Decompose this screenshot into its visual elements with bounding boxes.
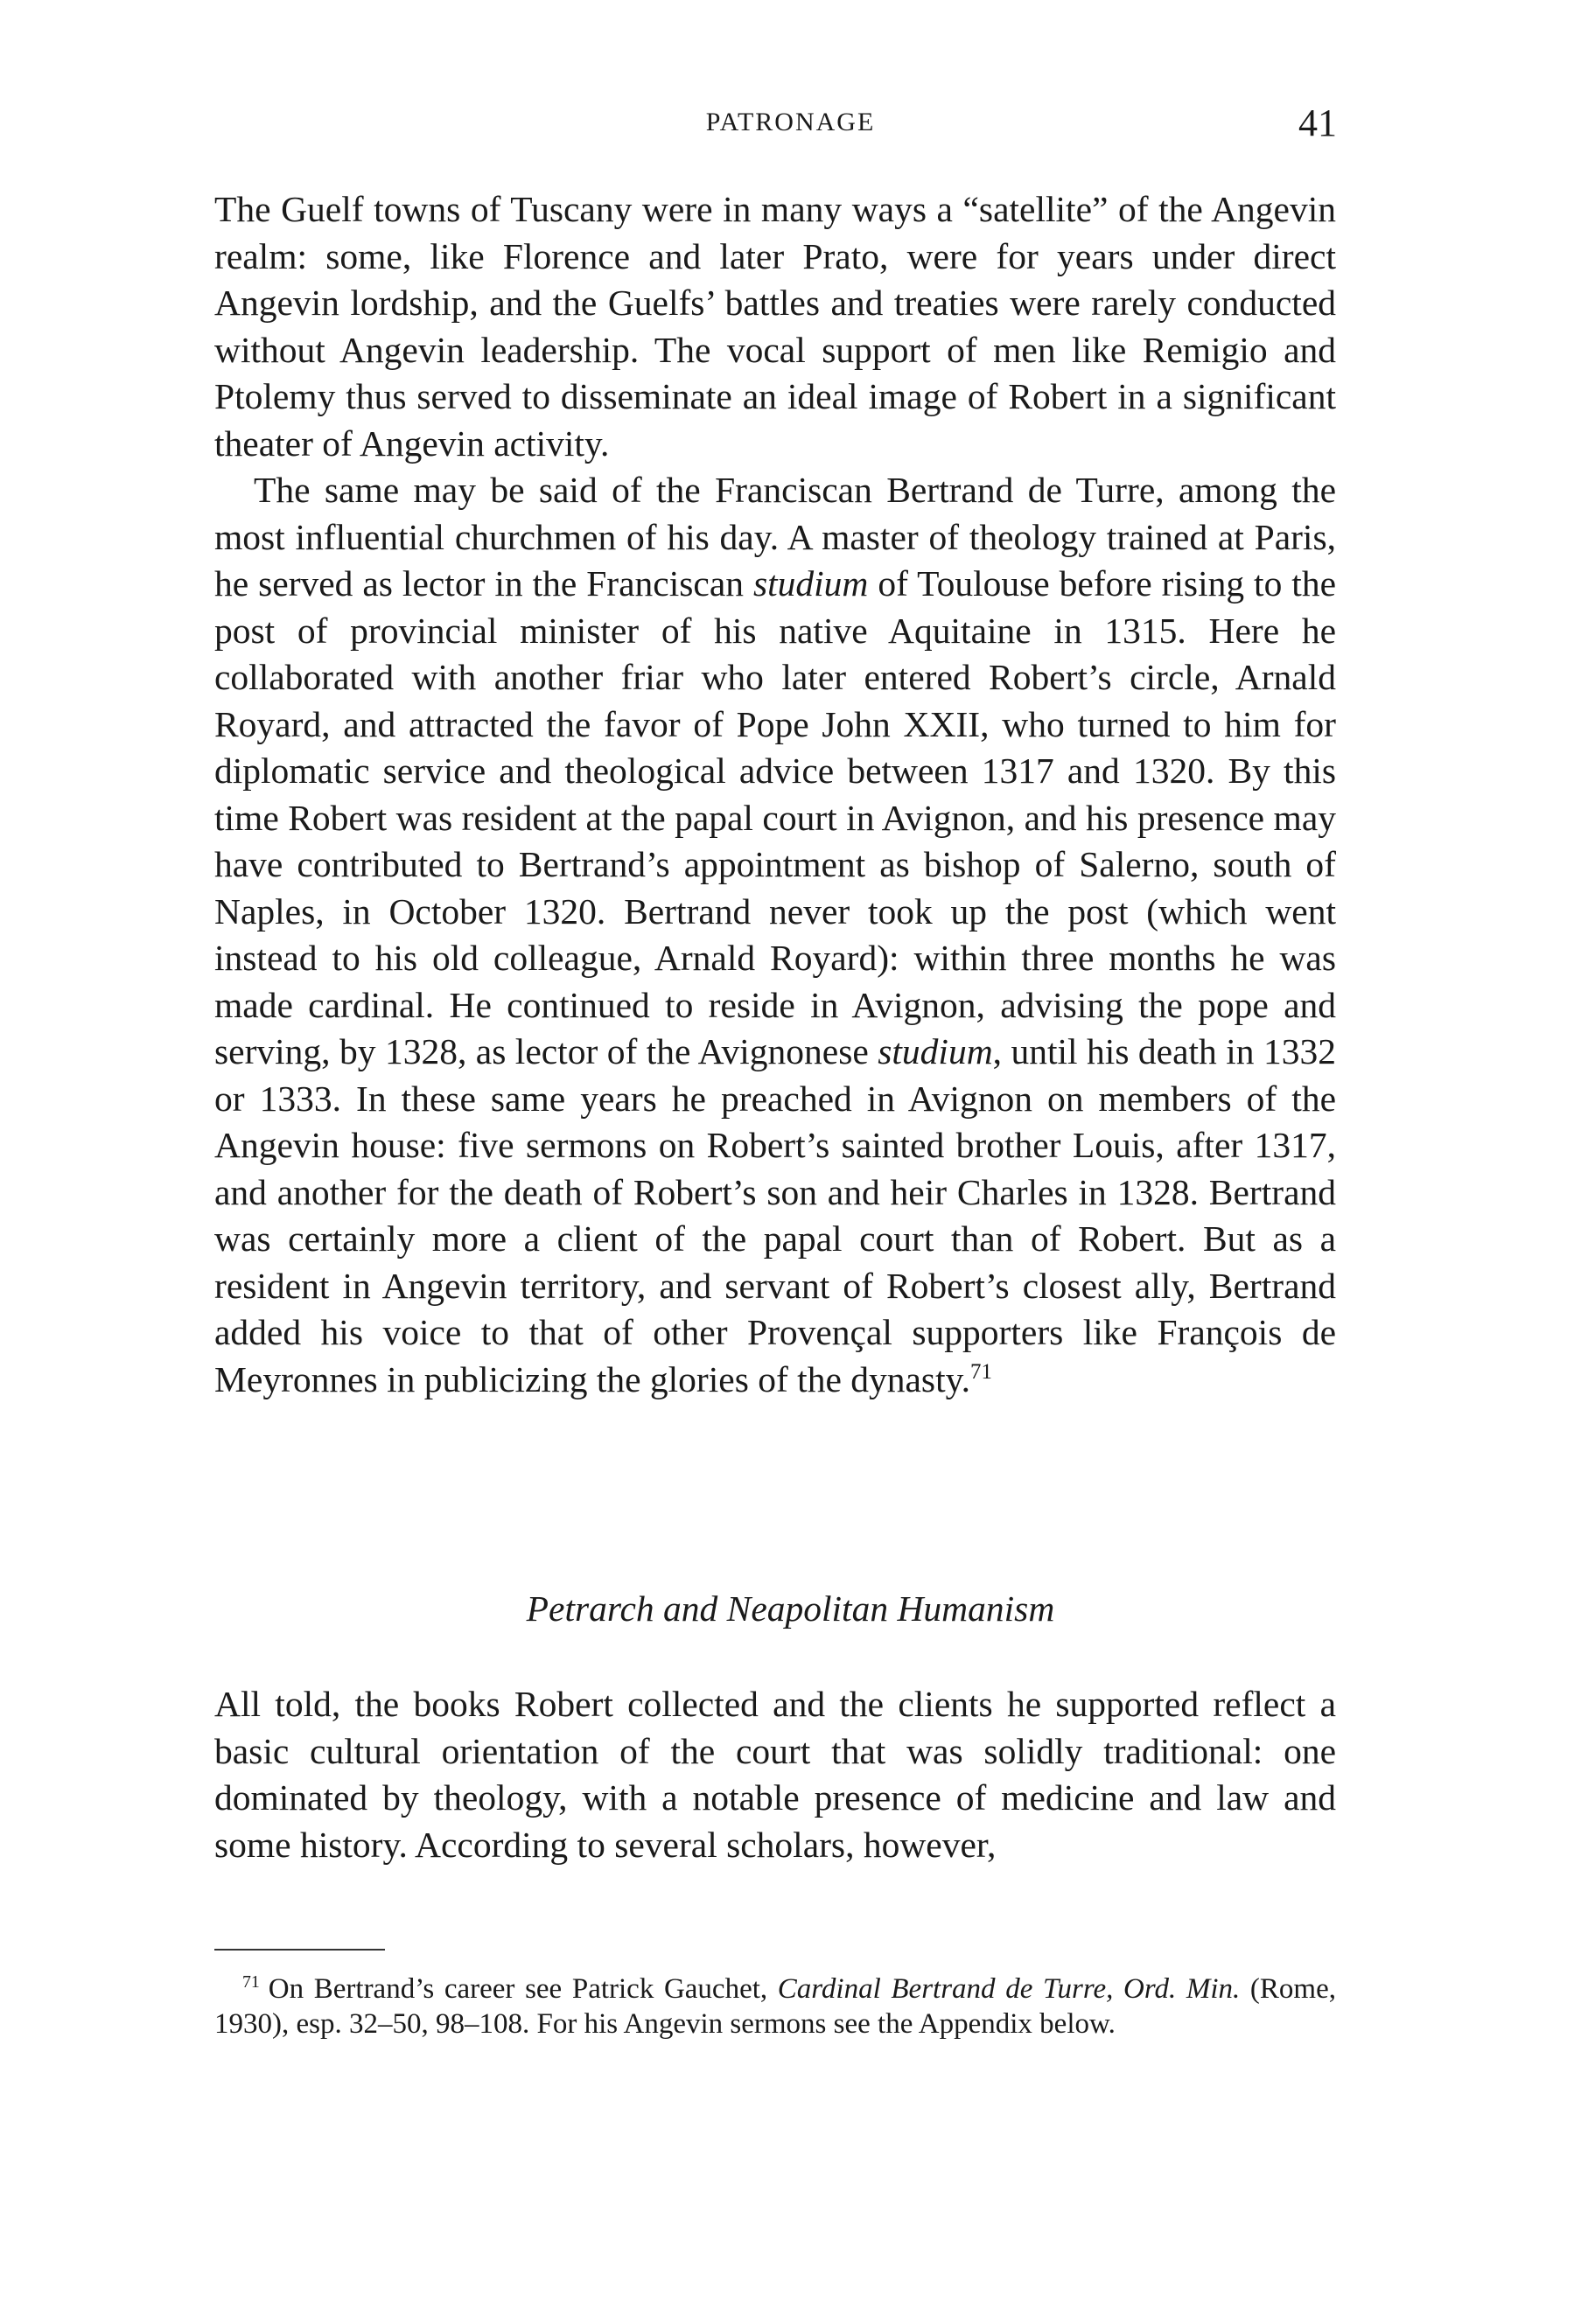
italic-term: studium [752, 563, 869, 604]
footnote-text-run: (Rome, 1930), esp. 32–50, 98–108. For his Angevin sermons see the Appendix below. [214, 1973, 1336, 2040]
paragraph-text-run: , until his death in 1332 or 1333. In these same years he preached in Avignon on members of the Angevin house: five sermons on Robert’s sainted brother Louis, after 1317, and another for the death of Robert’s son and heir Charles in 1328. Bertrand was certainly more a client of the papal court than of Robert. But as a resident in Angevin territory, and servant of Robert’s closest ally, Bertrand added his voice to that of other Provençal supporters like François de Meyronnes in publicizing the glories of the dynasty. [214, 1031, 1336, 1399]
footnote-71 [214, 1972, 1336, 2041]
running-head [0, 101, 1581, 153]
footnote-text-run: On Bertrand’s career see Patrick Gauchet, [268, 1973, 778, 2005]
paragraph-text [214, 467, 1336, 1403]
body-paragraph-3 [214, 1681, 1336, 1868]
page-number: 41 [1298, 101, 1337, 144]
paragraph-text-run: of Toulouse before rising to the post of provincial minister of his native Aquitaine in 1315. Here he collaborated with another friar who later entered Robert’s circle, Arnald Royard, and attracted the favor of Pope John XXII, who turned to him for diplomatic service and theological advice between 1317 and 1320. By this time Robert was resident at the papal court in Avignon, and his presence may have contributed to Bertrand’s appointment as bishop of Salerno, south of Naples, in October 1320. Bertrand never took up the post (which went instead to his old colleague, Arnald Royard): within three months he was made cardinal. He continued to reside in Avignon, advising the pope and serving, by 1328, as lector of the Avignonese [214, 563, 1336, 1071]
footnote-reference[interactable]: 71 [970, 1359, 992, 1384]
italic-term: studium [878, 1031, 993, 1071]
footnote-divider [214, 1949, 385, 1951]
paragraph-text: All told, the books Robert collected and the clients he supported reflect a basic cultural orientation of the court that was solidly traditional: one dominated by theology, with a notable presence of medicine and law and some history. According to several scholars, however, [214, 1684, 1336, 1865]
running-title: PATRONAGE [705, 108, 876, 136]
body-paragraph-2 [214, 467, 1336, 1403]
section-heading: Petrarch and Neapolitan Humanism [526, 1588, 1055, 1629]
body-paragraph-1 [214, 186, 1336, 467]
footnote-text [214, 1972, 1336, 2041]
footnote-italic-title: Cardinal Bertrand de Turre, Ord. Min. [777, 1973, 1241, 2005]
paragraph-text: The Guelf towns of Tuscany were in many ways a “satellite” of the Angevin realm: some, like Florence and later Prato, were for years under direct Angevin lordship, and the Guelfs’ battles and treaties were rarely conducted without Angevin leadership. The vocal support of men like Remigio and Ptolemy thus served to disseminate an ideal image of Robert in a significant theater of Angevin activity. [214, 189, 1336, 464]
paragraph-text-run: The same may be said of the Franciscan Bertrand de Turre, among the most influential churchmen of his day. A master of theology trained at Paris, he served as lector in the Franciscan [214, 470, 1336, 604]
footnote-number: 71 [242, 1972, 260, 1992]
